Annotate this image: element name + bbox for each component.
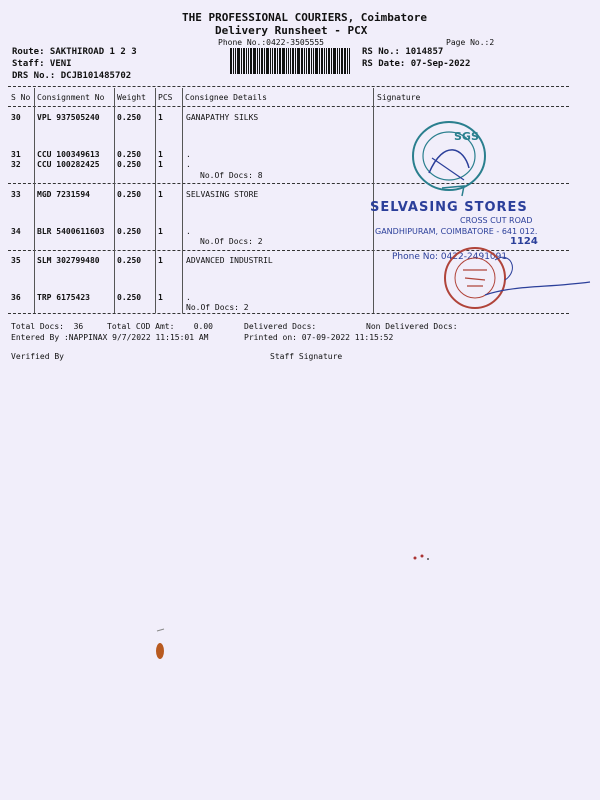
row-weight: 0.250 [117,293,142,302]
barcode-bar [290,48,291,74]
row-pcs: 1 [158,256,163,265]
barcode-bar [270,48,271,74]
row-sno: 34 [11,227,21,236]
barcode-bar [306,48,307,74]
barcode-bar [344,48,346,74]
row-sno: 36 [11,293,21,302]
row-consignment: BLR 5400611603 [37,227,105,236]
barcode-bar [246,48,247,74]
sgs-text: SGS [454,130,479,143]
col-header-sno: S No [11,93,31,102]
table-top-rule [8,86,569,87]
non-delivered-docs: Non Delivered Docs: [366,322,458,331]
row-pcs: 1 [158,190,163,199]
barcode-bar [349,48,350,74]
page-number: Page No.:2 [446,38,495,47]
barcode-bar [313,48,314,74]
barcode-bar [264,48,265,74]
row-consignee: . [186,293,191,302]
store-stamp-code: 1124 [510,236,538,247]
printed-on: Printed on: 07-09-2022 11:15:52 [244,333,394,342]
barcode-bar [248,48,249,74]
barcode-bar [259,48,260,74]
barcode-bar [282,48,285,74]
table-header-rule [8,106,569,107]
barcode-bar [233,48,234,74]
row-consignee: SELVASING STORE [186,190,259,199]
row-pcs: 1 [158,293,163,302]
group-doc-count: No.Of Docs: 2 [186,303,249,312]
row-consignee: . [186,150,191,159]
row-consignment: MGD 7231594 [37,190,90,199]
store-stamp-phone: Phone No: 0422-2491091 [392,252,508,262]
barcode-bar [272,48,273,74]
barcode-bar [339,48,340,74]
col-header-pcs: PCS [158,93,173,102]
row-consignee: GANAPATHY SILKS [186,113,259,122]
sgs-seal-stamp [404,118,494,198]
barcode-bar [261,48,263,74]
row-consignment: SLM 302799480 [37,256,100,265]
row-pcs: 1 [158,113,163,122]
barcode-bar [324,48,325,74]
barcode-bar [315,48,318,74]
barcode-bar [328,48,330,74]
barcode-bar [292,48,294,74]
row-sno: 32 [11,160,21,169]
store-stamp-name: SELVASING STORES [370,200,528,215]
col-divider [114,88,115,313]
barcode-bar [250,48,252,74]
barcode-bar [237,48,240,74]
store-stamp-road: CROSS CUT ROAD [460,216,533,225]
barcode [230,48,355,74]
entered-by: Entered By :NAPPINAX 9/7/2022 11:15:01 AM [11,333,209,342]
col-divider [182,88,183,313]
barcode-bar [321,48,323,74]
row-consignment: TRP 6175423 [37,293,90,302]
barcode-bar [253,48,256,74]
barcode-bar [243,48,245,74]
row-weight: 0.250 [117,160,142,169]
row-sno: 33 [11,190,21,199]
total-cod: Total COD Amt: 0.00 [107,322,213,331]
red-seal-stamp [425,240,595,320]
row-consignee: . [186,227,191,236]
row-weight: 0.250 [117,256,142,265]
total-docs: Total Docs: 36 [11,322,84,331]
barcode-bar [288,48,289,74]
rs-number: RS No.: 1014857 [362,47,444,57]
barcode-bar [274,48,276,74]
barcode-bar [241,48,242,74]
staff-label: Staff: VENI [12,59,72,69]
group-doc-count: No.Of Docs: 2 [200,237,263,246]
barcode-bar [230,48,232,74]
row-weight: 0.250 [117,190,142,199]
row-consignee: . [186,160,191,169]
barcode-bar [341,48,343,74]
barcode-bar [319,48,320,74]
row-pcs: 1 [158,150,163,159]
verified-by: Verified By [11,352,64,361]
barcode-bar [301,48,303,74]
row-consignment: VPL 937505240 [37,113,100,122]
col-divider [155,88,156,313]
route-label: Route: SAKTHIROAD 1 2 3 [12,47,137,57]
row-consignment: CCU 100282425 [37,160,100,169]
group-doc-count: No.Of Docs: 8 [200,171,263,180]
barcode-bar [266,48,269,74]
row-sno: 30 [11,113,21,122]
barcode-bar [337,48,338,74]
phone-number: Phone No.:0422-3505555 [218,38,324,47]
row-consignee: ADVANCED INDUSTRIL [186,256,273,265]
delivered-docs: Delivered Docs: [244,322,317,331]
barcode-bar [333,48,336,74]
document-title: Delivery Runsheet - PCX [215,24,368,37]
row-sno: 35 [11,256,21,265]
barcode-bar [311,48,312,74]
row-weight: 0.250 [117,150,142,159]
barcode-bar [277,48,278,74]
barcode-bar [257,48,258,74]
company-name: THE PROFESSIONAL COURIERS, Coimbatore [182,11,428,24]
row-weight: 0.250 [117,113,142,122]
col-header-consignee: Consignee Details [185,93,267,102]
col-header-weight: Weight [117,93,146,102]
row-weight: 0.250 [117,227,142,236]
barcode-bar [279,48,281,74]
barcode-bar [326,48,327,74]
barcode-bar [304,48,305,74]
rs-date: RS Date: 07-Sep-2022 [362,59,471,69]
barcode-bar [235,48,236,74]
store-stamp-address: GANDHIPURAM, COIMBATORE - 641 012. [375,227,538,236]
col-header-consignment: Consignment No [37,93,105,102]
row-pcs: 1 [158,227,163,236]
barcode-bar [308,48,310,74]
drs-number: DRS No.: DCJB101485702 [12,71,132,81]
col-header-signature: Signature [377,93,421,102]
barcode-bar [331,48,332,74]
barcode-bar [295,48,296,74]
barcode-bar [297,48,300,74]
col-divider [34,88,35,313]
stain-mark [150,625,170,665]
barcode-bar [286,48,287,74]
speck-mark [410,552,435,564]
row-consignment: CCU 100349613 [37,150,100,159]
row-sno: 31 [11,150,21,159]
barcode-bar [347,48,348,74]
row-pcs: 1 [158,160,163,169]
staff-signature: Staff Signature [270,352,343,361]
